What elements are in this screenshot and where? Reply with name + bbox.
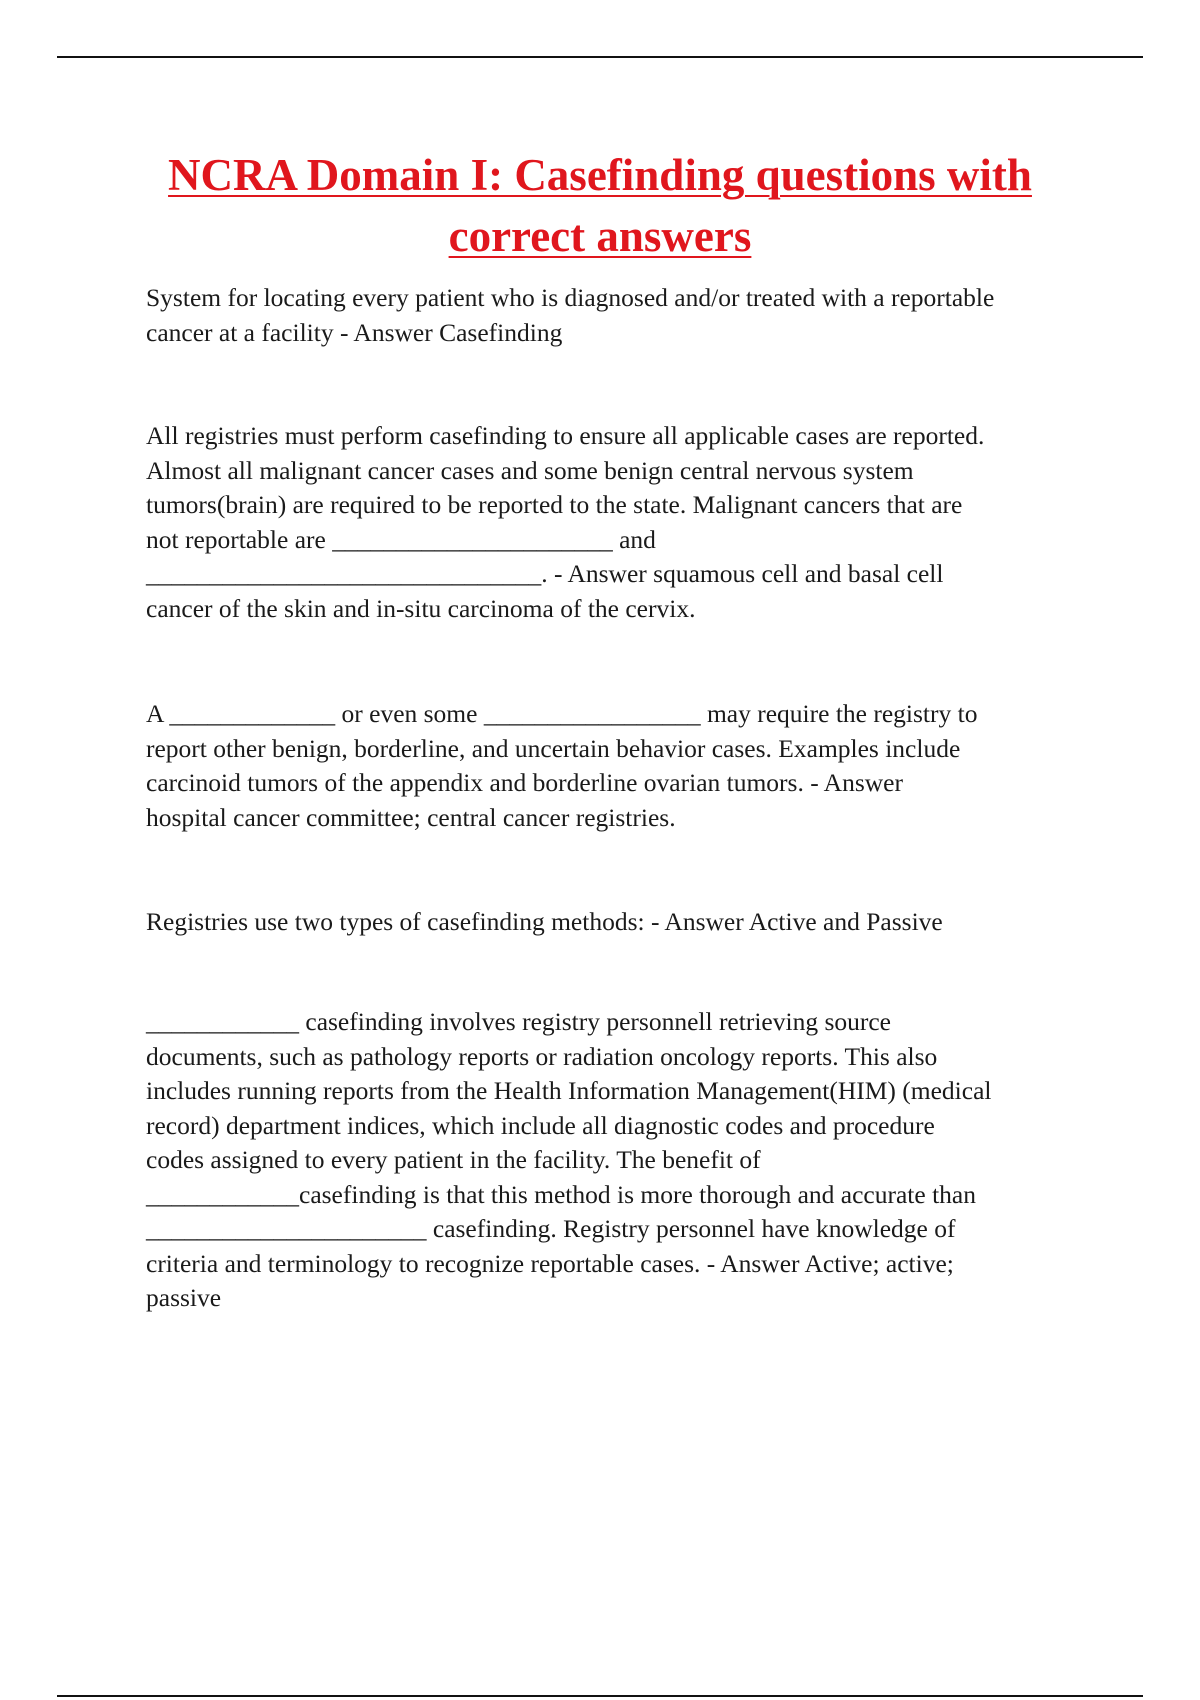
text-line: ____________ casefinding involves registry personnell retrieving source — [146, 1007, 891, 1036]
text-line: tumors(brain) are required to be reported to the state. Malignant cancers that are — [146, 490, 963, 519]
question-block — [146, 281, 1096, 350]
question-block — [146, 419, 1096, 626]
text-line: hospital cancer committee; central cancer registries. — [146, 802, 676, 832]
question-block — [146, 1005, 1096, 1316]
text-line: Registries use two types of casefinding methods: - Answer Active and Passive — [146, 907, 943, 936]
text-line: System for locating every patient who is diagnosed and/or treated with a reportable — [146, 283, 995, 312]
header-rule — [57, 56, 1143, 58]
footer-rule — [57, 1695, 1143, 1697]
text-line: Almost all malignant cancer cases and some benign central nervous system — [146, 455, 914, 485]
text-line: ______________________ casefinding. Registry personnel have knowledge of — [146, 1214, 956, 1243]
text-line: ____________casefinding is that this method is more thorough and accurate than — [146, 1179, 976, 1209]
text-line: cancer of the skin and in-situ carcinoma of the cervix. — [146, 593, 696, 623]
question-block — [146, 697, 1096, 835]
text-line: codes assigned to every patient in the facility. The benefit of — [146, 1145, 761, 1174]
question-block — [146, 905, 1096, 940]
text-line: includes running reports from the Health Information Management(HIM) (medical — [146, 1076, 992, 1105]
title-line: correct answers — [448, 211, 752, 261]
text-line: record) department indices, which include all diagnostic codes and procedure — [146, 1110, 935, 1140]
title-line: NCRA Domain I: Casefinding questions with — [168, 150, 1032, 200]
text-line: report other benign, borderline, and uncertain behavior cases. Examples include — [146, 733, 961, 763]
text-line: passive — [146, 1283, 222, 1312]
text-line: cancer at a facility - Answer Casefinding — [146, 317, 563, 347]
text-line: not reportable are ______________________ and — [146, 524, 656, 554]
text-line: All registries must perform casefinding to ensure all applicable cases are reported. — [146, 421, 985, 450]
text-line: _______________________________. - Answer squamous cell and basal cell — [146, 559, 944, 588]
text-line: documents, such as pathology reports or radiation oncology reports. This also — [146, 1041, 938, 1071]
text-line: carcinoid tumors of the appendix and borderline ovarian tumors. - Answer — [146, 768, 903, 797]
document-title — [100, 145, 1100, 267]
text-line: A _____________ or even some _________________ may require the registry to — [146, 699, 978, 728]
text-line: criteria and terminology to recognize reportable cases. - Answer Active; active; — [146, 1248, 954, 1278]
